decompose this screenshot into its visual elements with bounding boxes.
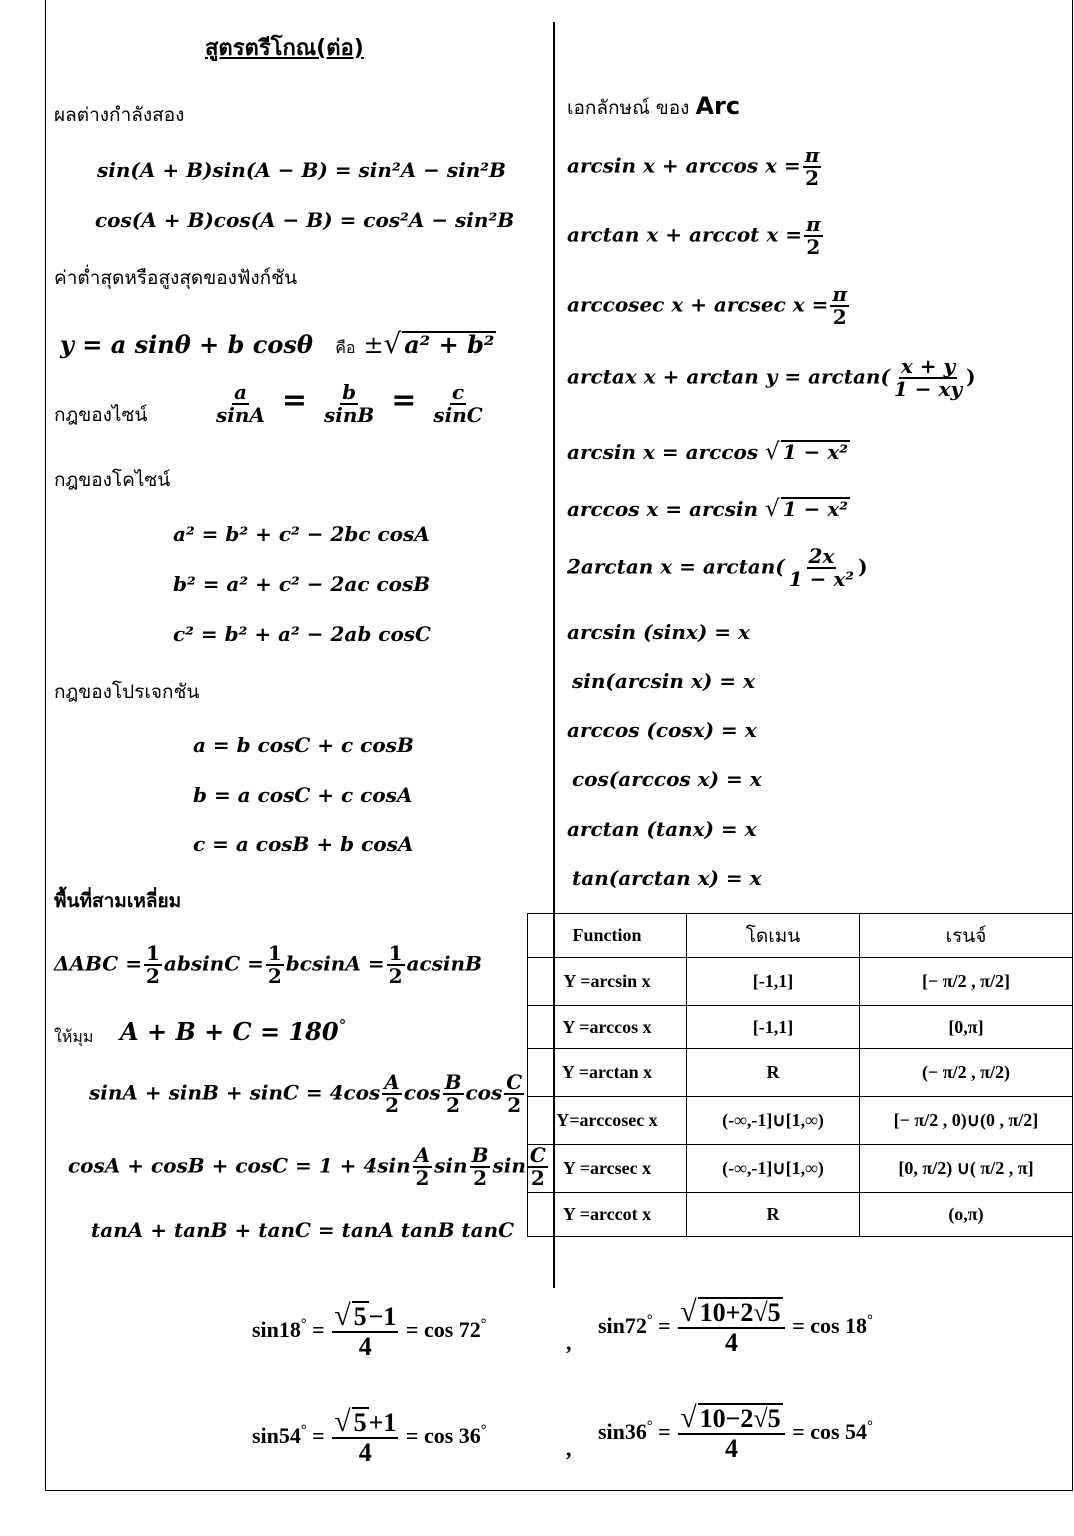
formula-triangle-area: ΔABC = $\frac{1}{2}$ absinC = $\frac{1}{2}$ bcsinA = $\frac{1}{2}$ acsinB — [54, 941, 482, 988]
identity-sum-cos: cosA + cosB + cosC = 1 + 4sin $\frac{A}{2}$ sin $\frac{B}{2}$ sin $\frac{C}{2}$ — [68, 1143, 546, 1190]
table-row: Y =arccot x R (o,π) — [528, 1193, 1073, 1237]
arc-identity-2: arctan x + arccot x = $\frac{\pi}{2}$ — [567, 212, 821, 259]
area-term-3: acsinB — [406, 951, 482, 976]
arc-identity-9: sin(arcsin x) = x — [572, 669, 755, 693]
value-sin72: sin72° = $\frac{√ 10+2√5}{4}$ = cos 18° — [598, 1295, 873, 1358]
table-row: Y =arccos x [-1,1] [0,π] — [528, 1006, 1073, 1049]
comma-2: , — [566, 1436, 572, 1461]
sine-law-num-b: b — [342, 380, 357, 404]
heading-triangle-area: พื้นที่สามเหลี่ยม — [54, 890, 182, 912]
area-term-1: absinC = — [163, 951, 264, 976]
arc-identity-3: arccosec x + arcsec x = $\frac{\pi}{2}$ — [567, 282, 848, 329]
cosine-law-a: a² = b² + c² − 2bc cosA — [173, 522, 430, 546]
sine-law-den-c: sinC — [433, 403, 483, 427]
plus-minus-sign: ± — [363, 331, 384, 359]
domain-range-table — [527, 913, 1073, 1237]
arc-identity-6: arccos x = arcsin √ 1 − x² — [567, 496, 849, 522]
header-function: Function — [528, 914, 687, 958]
area-term-2: bcsinA = — [285, 951, 385, 976]
min-max-expression: y = a sinθ + b cosθ — [60, 330, 313, 359]
arc-identity-1: arcsin x + arccos x = $\frac{\pi}{2}$ — [567, 143, 820, 190]
sine-law-num-a: a — [233, 380, 247, 404]
table-row: Y =arcsin x [-1,1] [− π/2 , π/2] — [528, 958, 1073, 1006]
value-sin36: sin36° = $\frac{√ 10-2√5}{4}$ = cos 54° — [598, 1401, 873, 1464]
sine-law-den-a: sinA — [216, 403, 265, 427]
header-range: เรนจ์ — [860, 914, 1073, 958]
formula-diff-1: sin(A + B)sin(A − B) = sin²A − sin²B — [97, 158, 506, 182]
heading-projection-law: กฎของโปรเจกชัน — [54, 681, 200, 703]
comma-1: , — [566, 1330, 572, 1355]
cosine-law-c: c² = b² + a² − 2ab cosC — [173, 622, 431, 646]
table-row: Y =arcsec x (-∞,-1]∪[1,∞) [0, π/2) ∪( π/2 , π] — [528, 1145, 1073, 1193]
arc-identity-12: arctan (tanx) = x — [567, 817, 757, 841]
sqrt-sign: √ — [383, 327, 402, 360]
formula-min-max — [60, 327, 496, 360]
sine-law-den-b: sinB — [324, 403, 375, 427]
heading-sine-law: กฎของไซน์ — [54, 404, 148, 426]
arc-identity-5: arcsin x = arccos √ 1 − x² — [567, 439, 849, 465]
page-title: สูตรตรีโกณ(ต่อ) — [205, 36, 364, 61]
projection-c: c = a cosB + b cosA — [193, 832, 414, 856]
given-angle-sum: A + B + C = 180° — [120, 1017, 347, 1046]
identity-sum-sin: sinA + sinB + sinC = 4cos $\frac{A}{2}$ cos $\frac{B}{2}$ cos $\frac{C}{2}$ — [89, 1070, 523, 1117]
heading-min-max: ค่าต่ำสุดหรือสูงสุดของฟังก์ชัน — [54, 267, 298, 289]
arc-identity-11: cos(arccos x) = x — [572, 767, 762, 791]
heading-arc-identities: เอกลักษณ์ ของ Arc — [567, 92, 741, 120]
projection-a: a = b cosC + c cosB — [193, 733, 414, 757]
heading-difference-of-squares: ผลต่างกำลังสอง — [54, 104, 185, 126]
given-angle-label: ให้มุม — [54, 1027, 94, 1046]
value-sin18: sin18° = $\frac{√ 5-1}{4}$ = cos 72° — [252, 1299, 487, 1362]
table-row: Y =arctan x R (− π/2 , π/2) — [528, 1049, 1073, 1097]
formula-sine-law: $\frac{a}{\sin A}$ = $\frac{b}{\sin B}$ = $\frac{c}{\sin C}$ — [216, 380, 483, 427]
formula-diff-2: cos(A + B)cos(A − B) = cos²A − sin²B — [95, 208, 515, 232]
projection-b: b = a cosC + c cosA — [193, 783, 413, 807]
table-row: Y=arccosec x (-∞,-1]∪[1,∞) [− π/2 , 0)∪(0 , π/2] — [528, 1097, 1073, 1145]
cosine-law-b: b² = a² + c² − 2ac cosB — [173, 572, 431, 596]
arc-identity-10: arccos (cosx) = x — [567, 718, 757, 742]
sine-law-num-c: c — [451, 380, 465, 404]
heading-cosine-law: กฎของโคไซน์ — [54, 469, 171, 491]
arc-identity-7: 2arctan x = arctan( $\frac{2x}{\text{1 − x²}}$ ) — [567, 544, 868, 591]
min-max-is-label: คือ — [335, 338, 356, 357]
arc-identity-8: arcsin (sinx) = x — [567, 620, 750, 644]
table-header-row — [528, 914, 1073, 958]
header-domain: โดเมน — [687, 914, 860, 958]
area-lhs: ΔABC = — [54, 951, 142, 976]
arc-identity-13: tan(arctan x) = x — [572, 866, 762, 890]
min-max-radicand: a² + b² — [404, 330, 495, 359]
identity-sum-tan: tanA + tanB + tanC = tanA tanB tanC — [91, 1218, 515, 1242]
value-sin54: sin54° = $\frac{√ 5+1}{4}$ = cos 36° — [252, 1405, 487, 1468]
arc-identity-4: arctax x + arctan y = arctan( $\frac{x + y}{1 - xy}$ ) — [567, 354, 976, 401]
